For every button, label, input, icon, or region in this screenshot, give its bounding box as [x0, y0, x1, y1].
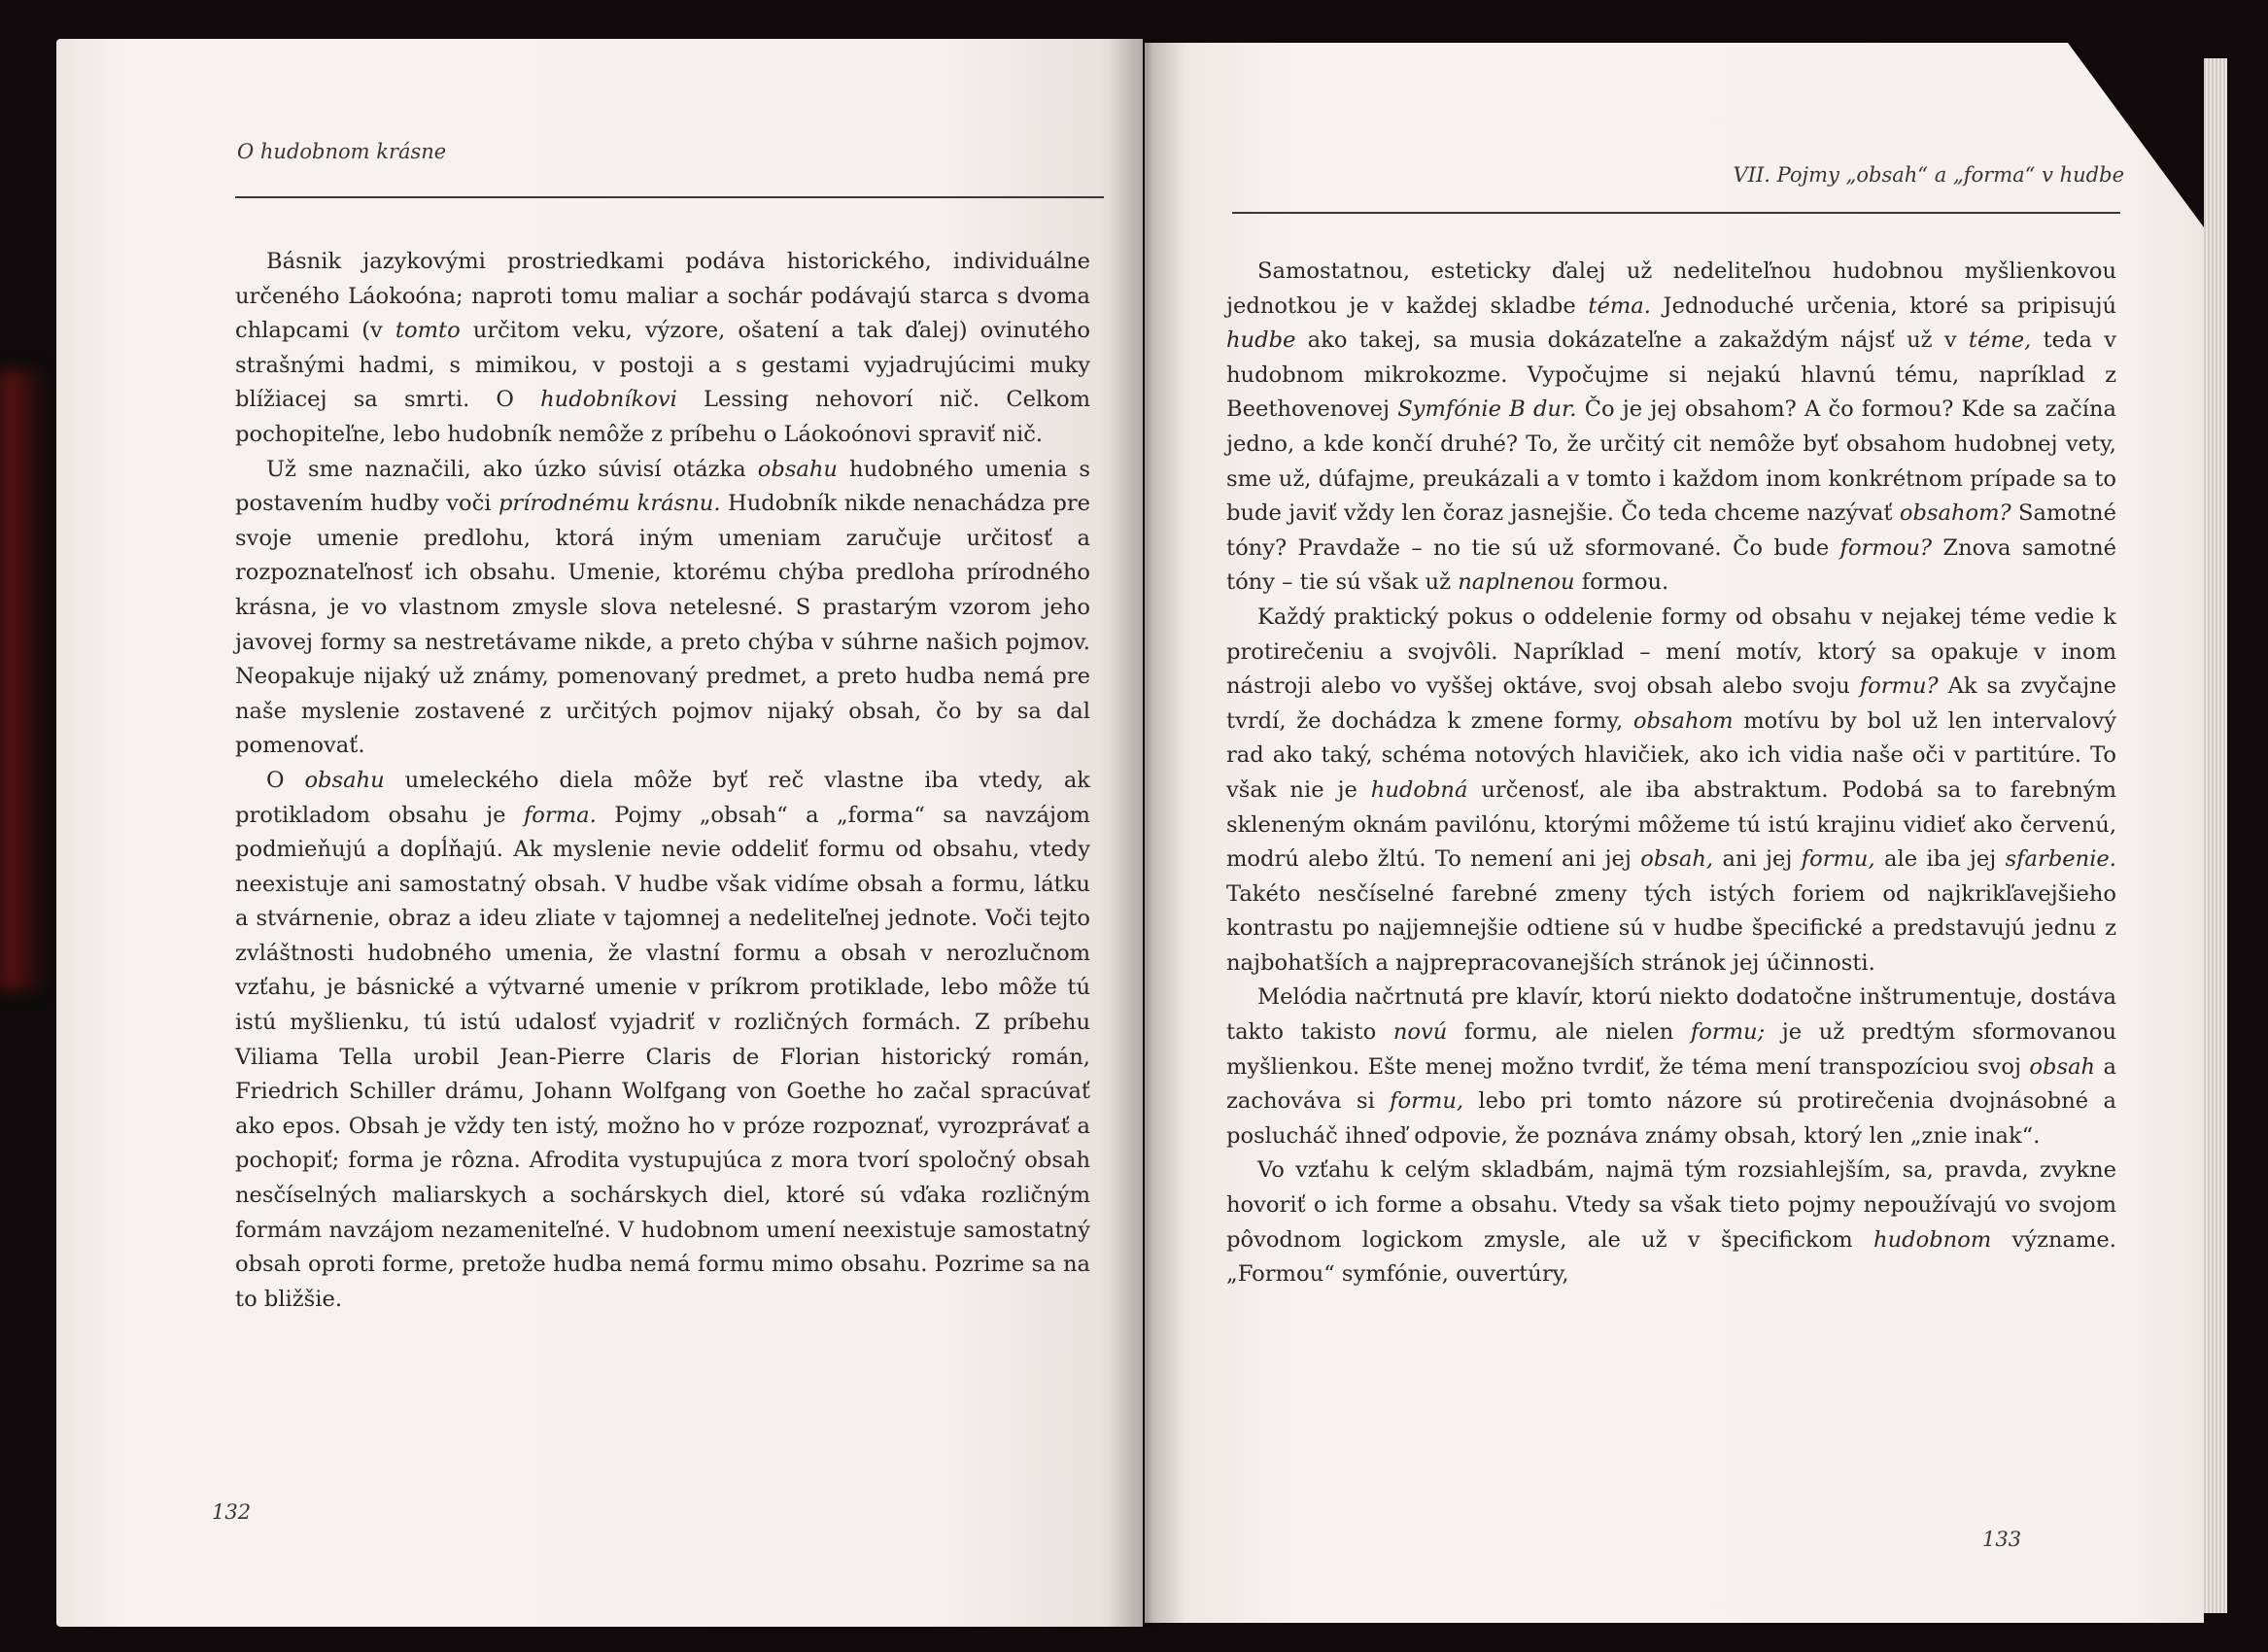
italic-text-run: hudobná: [1370, 776, 1468, 803]
text-run: Jednoduché určenia, ktoré sa pripisujú: [1650, 293, 2116, 319]
paragraph: [235, 764, 1090, 1318]
text-run: ani jej: [1713, 846, 1802, 873]
text-run: Básnik jazykovými prostriedkami podáva historického, individuálne určeného Láokoóna; naproti tomu maliar a sochár podávajú starca s dvoma chlapcami (v: [235, 249, 1090, 344]
text-run: Lessing nehovorí nič. Celkom pochopiteľne, lebo hudobník nemôže z príbehu o Láokoónovi spraviť nič.: [235, 387, 1090, 447]
italic-text-run: tomto: [395, 318, 461, 344]
left-page: [56, 39, 1143, 1627]
text-run: ale iba jej: [1874, 846, 2006, 873]
italic-text-run: hudbe: [1226, 327, 1296, 354]
italic-text-run: obsahom?: [1899, 500, 2011, 527]
italic-text-run: obsahom: [1632, 707, 1734, 734]
text-run: ako takej, sa musia dokázateľne a zakaždým nájsť už v: [1295, 327, 1969, 354]
text-run: určenosť, ale iba abstraktum. Podobá sa to farebným skleneným oknám pavilónu, ktorými môžeme tú istú krajinu vidieť ako červenú, modrú alebo žltú. To nemení ani jej: [1226, 776, 2116, 873]
folded-corner: [2068, 43, 2204, 227]
italic-text-run: obsah,: [1640, 846, 1714, 873]
text-run: Znova samotné tóny – tie sú však už: [1226, 534, 2116, 596]
italic-text-run: Symfónie B dur.: [1397, 396, 1577, 423]
text-run: Melódia načrtnutá pre klavír, ktorú niekto dodatočne inštrumentuje, dostáva takto takisto: [1226, 984, 2116, 1046]
paragraph: [1226, 1153, 2116, 1291]
left-body-text: [235, 245, 1090, 1317]
text-run: motívu by bol už len intervalový rad ako taký, schéma notových hlavičiek, ako ich vidia naše oči v partitúre. To však nie je: [1226, 707, 2117, 803]
text-run: a zachováva si: [1226, 1053, 2117, 1115]
text-run: O: [266, 767, 305, 793]
italic-text-run: téma.: [1588, 293, 1651, 319]
paragraph: [235, 245, 1090, 453]
text-run: umeleckého diela môže byť reč vlastne iba vtedy, ak protikladom obsahu je: [235, 767, 1090, 828]
page-edges: [2204, 58, 2227, 1613]
right-page-number: 133: [1982, 1528, 2022, 1551]
text-run: Samotné tóny? Pravdaže – no tie sú už sformované. Čo bude: [1226, 500, 2116, 561]
italic-text-run: formu,: [1801, 846, 1875, 873]
left-header-rule: [235, 196, 1104, 198]
italic-text-run: hudobnom: [1873, 1226, 1992, 1253]
text-run: hudobného umenia s postavením hudby voči: [235, 456, 1090, 517]
text-run: lebo pri tomto názore sú protirečenia dvojnásobné a poslucháč ihneď odpovie, že poznáva známy obsah, ktorý len „znie inak“.: [1226, 1088, 2116, 1149]
paragraph: [1226, 601, 2116, 981]
right-page: [1145, 43, 2204, 1623]
italic-text-run: formu,: [1390, 1088, 1464, 1115]
left-page-number: 132: [212, 1500, 252, 1524]
text-run: Takéto nesčíselné farebné zmeny tých istých foriem od najkrikľavejšieho kontrastu po najjemnejšie odtiene sú v hudbe špecifické a predstavujú jednu z najbohatších a najprepracovanejších stránok jej účinnosti.: [1226, 880, 2116, 976]
right-header-rule: [1232, 212, 2120, 214]
text-run: Čo je jej obsahom? A čo formou? Kde sa začína jedno, a kde končí druhé? To, že určitý cit nemôže byť obsahom hudobnej vety, sme už, dúfajme, preukázali a v tomto i každom inom konkrétnom prípade sa to bude javiť vždy len čoraz jasnejšie. Čo teda chceme nazývať: [1226, 396, 2116, 527]
italic-text-run: novú: [1392, 1019, 1448, 1046]
italic-text-run: formou?: [1839, 534, 1933, 561]
background-red-edge: [0, 369, 45, 991]
text-run: určitom veku, výzore, ošatení a tak ďalej) ovinutého strašnými hadmi, s mimikou, v postoji a s gestami vyjadrujúcimi muky blížiacej sa smrti. O: [235, 318, 1090, 413]
italic-text-run: obsahu: [304, 767, 385, 793]
text-run: Vo vzťahu k celým skladbám, najmä tým rozsiahlejším, sa, pravda, zvykne hovoriť o ich forme a obsahu. Vtedy sa však tieto pojmy nepoužívajú vo svojom pôvodnom logickom zmysle, ale už v špecifickom: [1226, 1157, 2116, 1253]
right-running-head: VII. Pojmy „obsah“ a „forma“ v hudbe: [1733, 163, 2124, 187]
italic-text-run: formu;: [1690, 1019, 1766, 1046]
text-run: význame. „Formou“ symfónie, ouvertúry,: [1226, 1226, 2116, 1288]
text-run: formou.: [1574, 569, 1669, 596]
italic-text-run: naplnenou: [1458, 569, 1575, 596]
text-run: Každý praktický pokus o oddelenie formy od obsahu v nejakej téme vedie k protirečeniu a svojvôli. Napríklad – mení motív, ktorý sa opakuje v inom nástroji alebo vo vyššej oktáve, svoj obsah alebo svoju: [1226, 603, 2116, 700]
text-run: Hudobník nikde nenachádza pre svoje umenie predlohu, ktorá iným umeniam zaručuje určitosť a rozpoznateľnosť ich obsahu. Umenie, ktorému chýba predloha prírodného krásna, je vo vlastnom zmysle slova netelesné. S prastarým vzorom jeho javovej formy sa nestretávame nikde, a preto chýba v súhrne našich pojmov. Neopakuje nijaký už známy, pomenovaný predmet, a preto hudba nemá pre naše myslenie zostavené z určitých pojmov nijaký obsah, čo by sa dal pomenovať.: [235, 491, 1091, 759]
italic-text-run: sfarbenie.: [2005, 846, 2116, 873]
paragraph: [1226, 981, 2116, 1153]
text-run: je už predtým sformovanou myšlienkou. Ešte menej možno tvrdiť, že téma mení transpozíciou svoj: [1226, 1019, 2117, 1080]
paragraph: [235, 453, 1090, 764]
italic-text-run: formu?: [1859, 673, 1939, 700]
text-run: Pojmy „obsah“ a „forma“ sa navzájom podmieňujú a dopĺňajú. Ak myslenie nevie oddeliť formu od obsahu, vtedy neexistuje ani samostatný obsah. V hudbe však vidíme obsah a formu, látku a stvárnenie, obraz a ideu zliate v tajomnej a nedeliteľnej jednote. Voči tejto zvláštnosti hudobného umenia, že vlastní formu a obsah v nerozlučnom vzťahu, je básnické a výtvarné umenie v príkrom protiklade, lebo môže tú istú myšlienku, tú istú udalosť vyjadriť v rozličných formách. Z príbehu Viliama Tella urobil Jean-Pierre Claris de Florian historický román, Friedrich Schiller drámu, Johann Wolfgang von Goethe ho začal spracúvať ako epos. Obsah je vždy ten istý, možno ho v próze rozpoznať, vyrozprávať a pochopiť; forma je rôzna. Afrodita vystupujúca z mora tvorí spoločný obsah nesčíselných maliarskych a sochárskych diel, ktoré sú vďaka rozličným formám navzájom nezameniteľné. V hudobnom umení neexistuje samostatný obsah oproti forme, pretože hudba nemá formu mimo obsahu. Pozrime sa na to bližšie.: [235, 802, 1090, 1312]
text-run: Ak sa zvyčajne tvrdí, že dochádza k zmene formy,: [1226, 673, 2116, 734]
italic-text-run: prírodnému krásnu.: [498, 491, 721, 517]
italic-text-run: hudobníkovi: [540, 387, 677, 413]
text-run: formu, ale nielen: [1447, 1019, 1691, 1046]
italic-text-run: forma.: [523, 802, 597, 828]
text-run: Samostatnou, esteticky ďalej už nedeliteľnou hudobnou myšlienkovou jednotkou je v každej skladbe: [1226, 258, 2116, 319]
right-body-text: [1226, 255, 2116, 1292]
left-running-head: O hudobnom krásne: [237, 140, 447, 163]
text-run: Už sme naznačili, ako úzko súvisí otázka: [266, 456, 758, 482]
paragraph: [1226, 255, 2116, 601]
text-run: teda v hudobnom mikrokozme. Vypočujme si nejakú hlavnú tému, napríklad z Beethovenovej: [1226, 327, 2117, 423]
italic-text-run: téme,: [1968, 327, 2032, 354]
italic-text-run: obsahu: [757, 456, 838, 482]
italic-text-run: obsah: [2029, 1053, 2096, 1080]
